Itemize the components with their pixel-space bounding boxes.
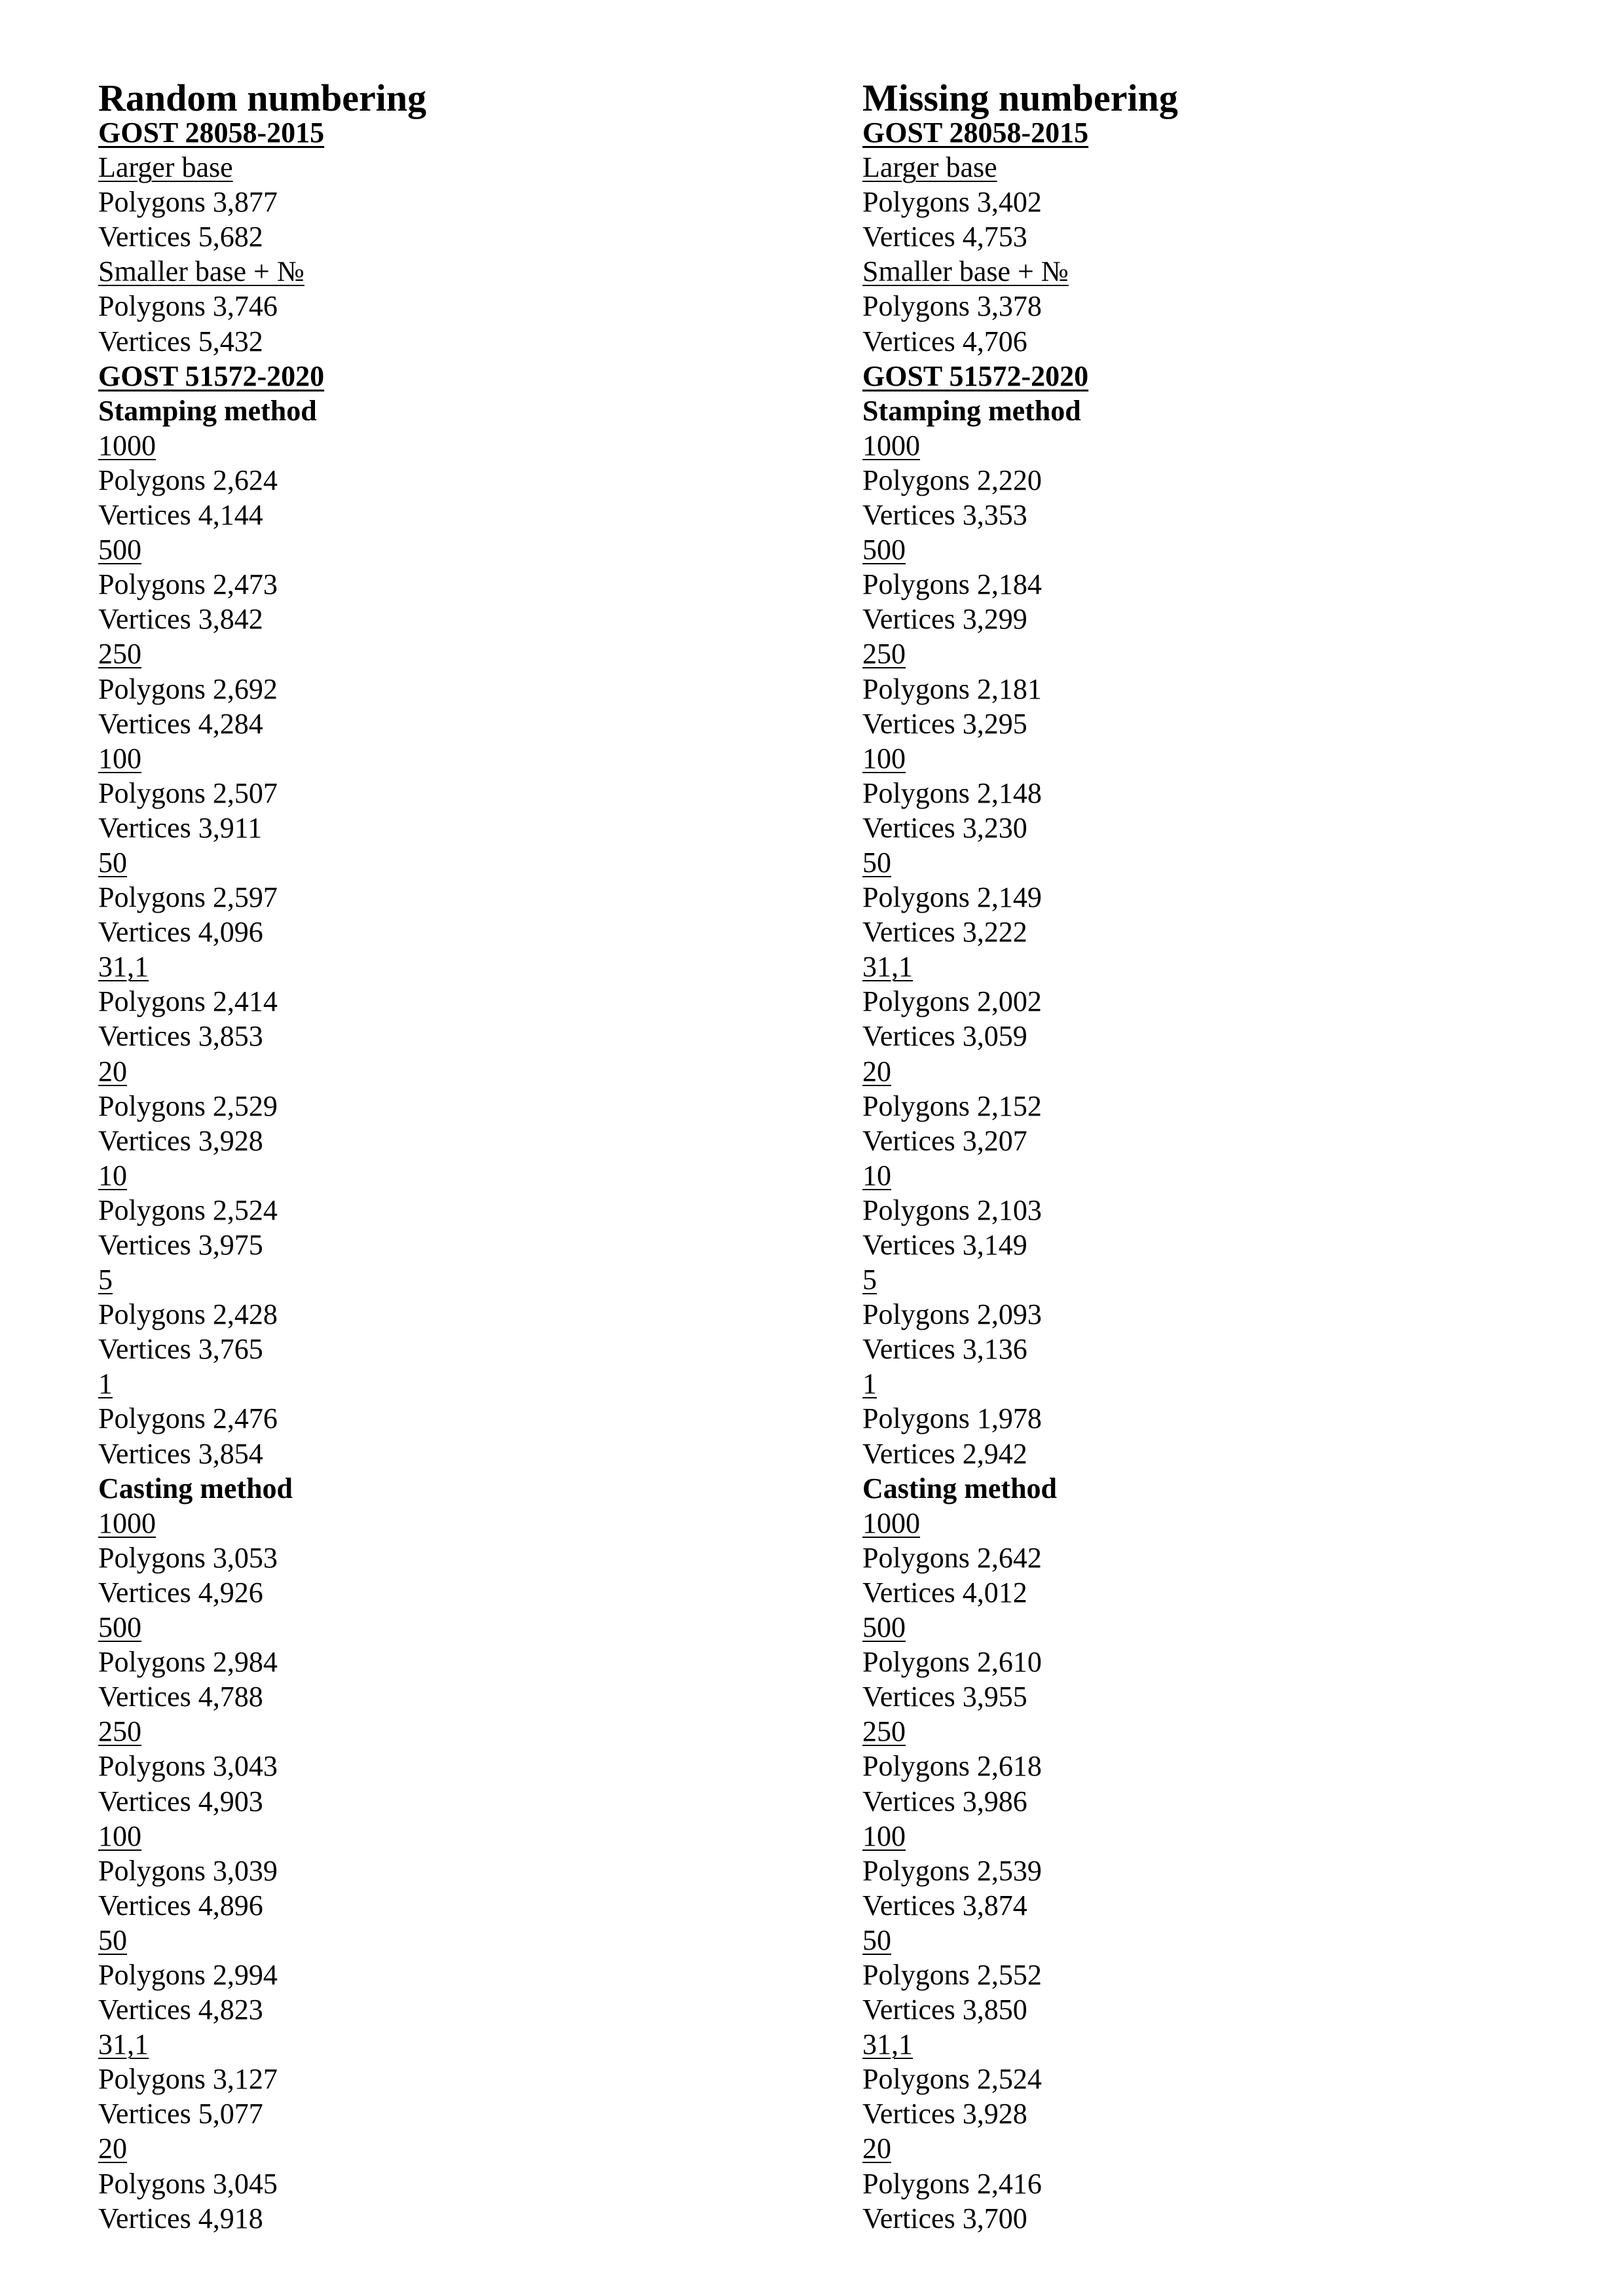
subsection-label: 20: [98, 2132, 127, 2165]
subsection-label: 250: [862, 1715, 906, 1748]
subsection-label: 20: [98, 1055, 127, 1087]
standard-heading: GOST 28058-2015: [98, 117, 325, 149]
subsection-label: 20: [862, 1055, 891, 1087]
value-line: Polygons 3,039: [98, 1854, 278, 1887]
value-line: Polygons 2,148: [862, 776, 1042, 809]
subsection-label: 100: [862, 1819, 906, 1852]
value-line: Polygons 1,978: [862, 1402, 1042, 1435]
subsection-label: 500: [862, 1611, 906, 1644]
value-line: Vertices 3,700: [862, 2202, 1027, 2234]
value-line: Vertices 3,299: [862, 603, 1027, 636]
subsection-label: 31,1: [98, 2028, 149, 2061]
method-heading: Stamping method: [862, 394, 1081, 427]
value-line: Vertices 3,854: [98, 1437, 263, 1470]
value-line: Polygons 2,002: [862, 985, 1042, 1018]
column-title: Random numbering: [98, 77, 427, 119]
value-line: Polygons 2,552: [862, 1958, 1042, 1991]
value-line: Vertices 5,682: [98, 221, 263, 253]
value-line: Vertices 4,896: [98, 1889, 263, 1922]
value-line: Polygons 2,692: [98, 672, 278, 705]
subsection-label: 50: [98, 1923, 127, 1956]
value-line: Polygons 2,529: [98, 1089, 278, 1122]
method-heading: Casting method: [862, 1472, 1058, 1504]
value-line: Vertices 4,753: [862, 221, 1027, 253]
value-line: Polygons 2,428: [98, 1298, 278, 1331]
column-title: Missing numbering: [862, 77, 1178, 119]
value-line: Vertices 3,230: [862, 811, 1027, 844]
standard-heading: GOST 51572-2020: [98, 359, 325, 392]
subsection-label: 500: [98, 1611, 141, 1644]
value-line: Vertices 5,432: [98, 325, 263, 357]
subsection-label: Larger base: [98, 151, 233, 184]
value-line: Polygons 3,043: [98, 1750, 278, 1783]
value-line: Polygons 2,524: [862, 2063, 1042, 2096]
subsection-label: 10: [98, 1159, 127, 1192]
subsection-label: 1000: [98, 1506, 156, 1539]
value-line: Vertices 3,295: [862, 707, 1027, 740]
standard-heading: GOST 28058-2015: [862, 117, 1089, 149]
subsection-label: 1: [862, 1368, 877, 1400]
value-line: Vertices 3,059: [862, 1020, 1027, 1053]
subsection-label: 50: [862, 846, 891, 879]
value-line: Vertices 3,353: [862, 499, 1027, 532]
value-line: Vertices 3,136: [862, 1333, 1027, 1366]
value-line: Polygons 2,624: [98, 464, 278, 496]
value-line: Polygons 2,539: [862, 1854, 1042, 1887]
value-line: Vertices 4,144: [98, 499, 263, 532]
subsection-label: 10: [862, 1159, 891, 1192]
value-line: Vertices 4,788: [98, 1681, 263, 1713]
value-line: Vertices 3,986: [862, 1785, 1027, 1817]
subsection-label: 500: [862, 534, 906, 566]
value-line: Vertices 3,853: [98, 1020, 263, 1053]
value-line: Polygons 3,378: [862, 290, 1042, 323]
value-line: Polygons 3,045: [98, 2167, 278, 2200]
value-line: Vertices 3,928: [862, 2098, 1027, 2130]
value-line: Vertices 4,903: [98, 1785, 263, 1817]
value-line: Polygons 2,984: [98, 1646, 278, 1679]
value-line: Polygons 3,746: [98, 290, 278, 323]
value-line: Polygons 2,220: [862, 464, 1042, 496]
subsection-label: 5: [862, 1264, 877, 1296]
value-line: Vertices 4,284: [98, 707, 263, 740]
subsection-label: 1000: [98, 429, 156, 462]
subsection-label: 20: [862, 2132, 891, 2165]
subsection-label: Larger base: [862, 151, 997, 184]
value-line: Polygons 3,127: [98, 2063, 278, 2096]
value-line: Polygons 2,152: [862, 1089, 1042, 1122]
value-line: Vertices 4,918: [98, 2202, 263, 2234]
value-line: Polygons 2,597: [98, 881, 278, 914]
subsection-label: 250: [862, 638, 906, 670]
value-line: Polygons 3,402: [862, 186, 1042, 219]
subsection-label: 1: [98, 1368, 113, 1400]
subsection-label: 31,1: [98, 951, 149, 983]
method-heading: Stamping method: [98, 394, 317, 427]
standard-heading: GOST 51572-2020: [862, 359, 1089, 392]
value-line: Vertices 2,942: [862, 1437, 1027, 1470]
value-line: Vertices 3,207: [862, 1124, 1027, 1157]
right-column: [862, 73, 1517, 2236]
subsection-label: 250: [98, 638, 141, 670]
value-line: Polygons 2,476: [98, 1402, 278, 1435]
line-list: [98, 115, 753, 2236]
value-line: Polygons 2,181: [862, 672, 1042, 705]
value-line: Polygons 3,053: [98, 1541, 278, 1574]
subsection-label: Smaller base + №: [98, 255, 304, 288]
value-line: Polygons 2,610: [862, 1646, 1042, 1679]
value-line: Polygons 2,414: [98, 985, 278, 1018]
value-line: Polygons 2,642: [862, 1541, 1042, 1574]
value-line: Vertices 3,874: [862, 1889, 1027, 1922]
value-line: Vertices 4,706: [862, 325, 1027, 357]
subsection-label: 31,1: [862, 951, 913, 983]
value-line: Vertices 3,928: [98, 1124, 263, 1157]
value-line: Vertices 4,926: [98, 1576, 263, 1609]
value-line: Vertices 3,842: [98, 603, 263, 636]
subsection-label: 100: [862, 742, 906, 774]
value-line: Vertices 3,911: [98, 811, 263, 844]
subsection-label: 5: [98, 1264, 113, 1296]
subsection-label: 50: [862, 1923, 891, 1956]
line-list: [862, 115, 1517, 2236]
subsection-label: 1000: [862, 1506, 920, 1539]
value-line: Polygons 2,184: [862, 568, 1042, 601]
value-line: Vertices 3,765: [98, 1333, 263, 1366]
value-line: Polygons 2,103: [862, 1194, 1042, 1226]
subsection-label: Smaller base + №: [862, 255, 1069, 288]
subsection-label: 50: [98, 846, 127, 879]
value-line: Polygons 2,507: [98, 776, 278, 809]
value-line: Vertices 5,077: [98, 2098, 263, 2130]
value-line: Vertices 3,149: [862, 1229, 1027, 1261]
value-line: Vertices 3,850: [862, 1994, 1027, 2026]
subsection-label: 1000: [862, 429, 920, 462]
value-line: Polygons 2,093: [862, 1298, 1042, 1331]
value-line: Polygons 2,994: [98, 1958, 278, 1991]
left-column: [98, 73, 753, 2236]
value-line: Polygons 2,416: [862, 2167, 1042, 2200]
value-line: Polygons 2,149: [862, 881, 1042, 914]
value-line: Vertices 3,955: [862, 1681, 1027, 1713]
value-line: Vertices 3,975: [98, 1229, 263, 1261]
subsection-label: 31,1: [862, 2028, 913, 2061]
value-line: Vertices 3,222: [862, 916, 1027, 949]
value-line: Vertices 4,096: [98, 916, 263, 949]
subsection-label: 500: [98, 534, 141, 566]
value-line: Polygons 2,618: [862, 1750, 1042, 1783]
value-line: Vertices 4,012: [862, 1576, 1027, 1609]
method-heading: Casting method: [98, 1472, 293, 1504]
value-line: Vertices 4,823: [98, 1994, 263, 2026]
value-line: Polygons 2,473: [98, 568, 278, 601]
value-line: Polygons 2,524: [98, 1194, 278, 1226]
subsection-label: 100: [98, 742, 141, 774]
value-line: Polygons 3,877: [98, 186, 278, 219]
subsection-label: 250: [98, 1715, 141, 1748]
subsection-label: 100: [98, 1819, 141, 1852]
